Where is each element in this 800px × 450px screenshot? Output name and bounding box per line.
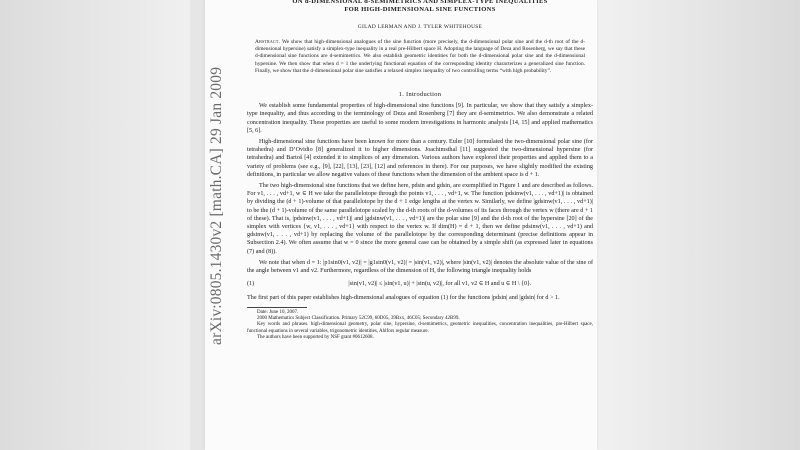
paragraph-2: High-dimensional sine functions have been known for more than a century. Euler [10] formulated the two-dimensional polar sine (for tetrahedra) and D’Ovidio [8] generalized it to higher dimensions. Joachimsthal [11] suggested the two-dimensional hypersine (for tetrahedra) and Bartoš [4] extended it to simplices of any dimension. Various authors have explored their properties and applied them to a variety of problems (see e.g., [9], [22], [13], [23], [12] and references in there). For our purposes, we have slightly modified the existing definitions, in particular we allow negative values of these functions when the dimension of the ambient space is d + 1.: [247, 139, 593, 178]
footnote-support: The authors have been supported by NSF grant #0612608.: [257, 334, 374, 340]
authors: GILAD LERMAN AND J. TYLER WHITEHOUSE: [357, 23, 483, 30]
footnote-keywords: Key words and phrases. high-dimensional geometry, polar sine, hypersine, d-semimetrics, geometric inequalities, concentration inequalities, pre-Hilbert space, functional equations in several variables, trigonometric identities, Ahlfors regular measure.: [247, 322, 593, 334]
section-title: 1. Introduction: [398, 91, 442, 99]
paragraph-3: The two high-dimensional sine functions that we define here, pdsin and gdsin, are exemplified in Figure 1 and are described as follows. For v1, . . . , vd+1, w ∈ H we take the parallelotope through the points v1, . . . , vd+1, w. The function |pdsinw(v1, . . . , vd+1)| is obtained by dividing the (d + 1)-volume of that parallelotope by the d + 1 edge lengths at the vertex w. Similarly, we define |gdsinw(v1, . . . , vd+1)| to be the (d + 1)-volume of the same parallelotope scaled by the d-th roots of the d-volumes of its faces through the vertex w (there are d + 1 of these). That is, |pdsinw(v1, . . . , vd+1)| and |gdsinw(v1, . . . , vd+1)| are the polar sine [9] and the d-th root of the hypersine [20] of the simplex with vertices {w, v1, . . . , vd+1} with respect to the vertex w. If dim(H) = d + 1, then we define pdsinw(v1, . . . , vd+1) and gdsinw(v1, . . . , vd+1) by replacing the volume of the parallelotope by the corresponding determinant (precise definitions appear in Subsection 2.4). We often assume that w = 0 since the more general case can be obtained by a simple shift (as expressed later in equations (7) and (8)).: [247, 183, 593, 255]
title-line-2: FOR HIGH-DIMENSIONAL SINE FUNCTIONS: [344, 6, 496, 14]
paragraph-1: We establish some fundamental properties of high-dimensional sine functions [9]. In particular, we show that they satisfy a simplex-type inequality, and thus according to the terminology of Deza and Rosenberg [7] they are d-semimetrics. We also demonstrate a related concentration inequality. These properties are useful to some modern investigations in harmonic analysis [14, 15] and applied mathematics [5, 6].: [247, 103, 593, 134]
closing-paragraph: The first part of this paper establishes high-dimensional analogues of equation (1) for the functions |pdsin| and |gdsin| for d > 1.: [247, 294, 560, 301]
footnote-date: Date: June 10, 2007.: [257, 309, 299, 315]
footnote-msc: 2000 Mathematics Subject Classification. Primary 52C99, 60D05, 39Bxx, 46C05; Secondary 42B99.: [257, 316, 460, 321]
background-right: [590, 0, 800, 450]
footnote-rule: [247, 307, 307, 308]
paper-title: [247, 0, 593, 15]
paragraph-4: We note that when d = 1: |p1sin0(v1, v2)| = |g1sin0(v1, v2)| = |sin(v1, v2)|, where |sin(v1, v2)| denotes the absolute value of the sine of the angle between v1 and v2. Furthermore, regardless of the dimension of H, the following triangle inequality holds: [247, 259, 593, 275]
equation-number: (1): [247, 281, 255, 288]
background-left: [0, 0, 190, 450]
equation-body: |sin(v1, v2)| ≤ |sin(v1, u)| + |sin(u, v2)|, for all v1, v2 ∈ H and u ∈ H \ {0}.: [348, 281, 532, 288]
equation-1: [247, 280, 593, 288]
arxiv-stamp: arXiv:0805.1430v2 [math.CA] 29 Jan 2009: [208, 66, 225, 345]
abstract-text: We show that high-dimensional analogues of the sine function (more precisely, the d-dimensional polar sine and the d-th root of the d-dimensional hypersine) satisfy a simplex-type inequality in a real pre-Hilbert space H. Adopting the language of Deza and Rosenberg, we say that these d-dimensional sine functions are d-semimetrics. We also establish geometric identities for both the d-dimensional polar sine and the d-dimensional hypersine. We then show that when d = 1 the underlying functional equation of the corresponding identity characterizes a generalized sine function. Finally, we show that the d-dimensional polar sine satisfies a relaxed simplex inequality of two controlling terms “with high probability”.: [255, 39, 585, 74]
paper-page: [205, 0, 597, 450]
abstract: [255, 39, 585, 75]
page-content: [247, 0, 593, 341]
title-line-1: ON d-DIMENSIONAL d-SEMIMETRICS AND SIMPLEX-TYPE INEQUALITIES: [292, 0, 548, 5]
abstract-head: Abstract.: [255, 39, 281, 46]
